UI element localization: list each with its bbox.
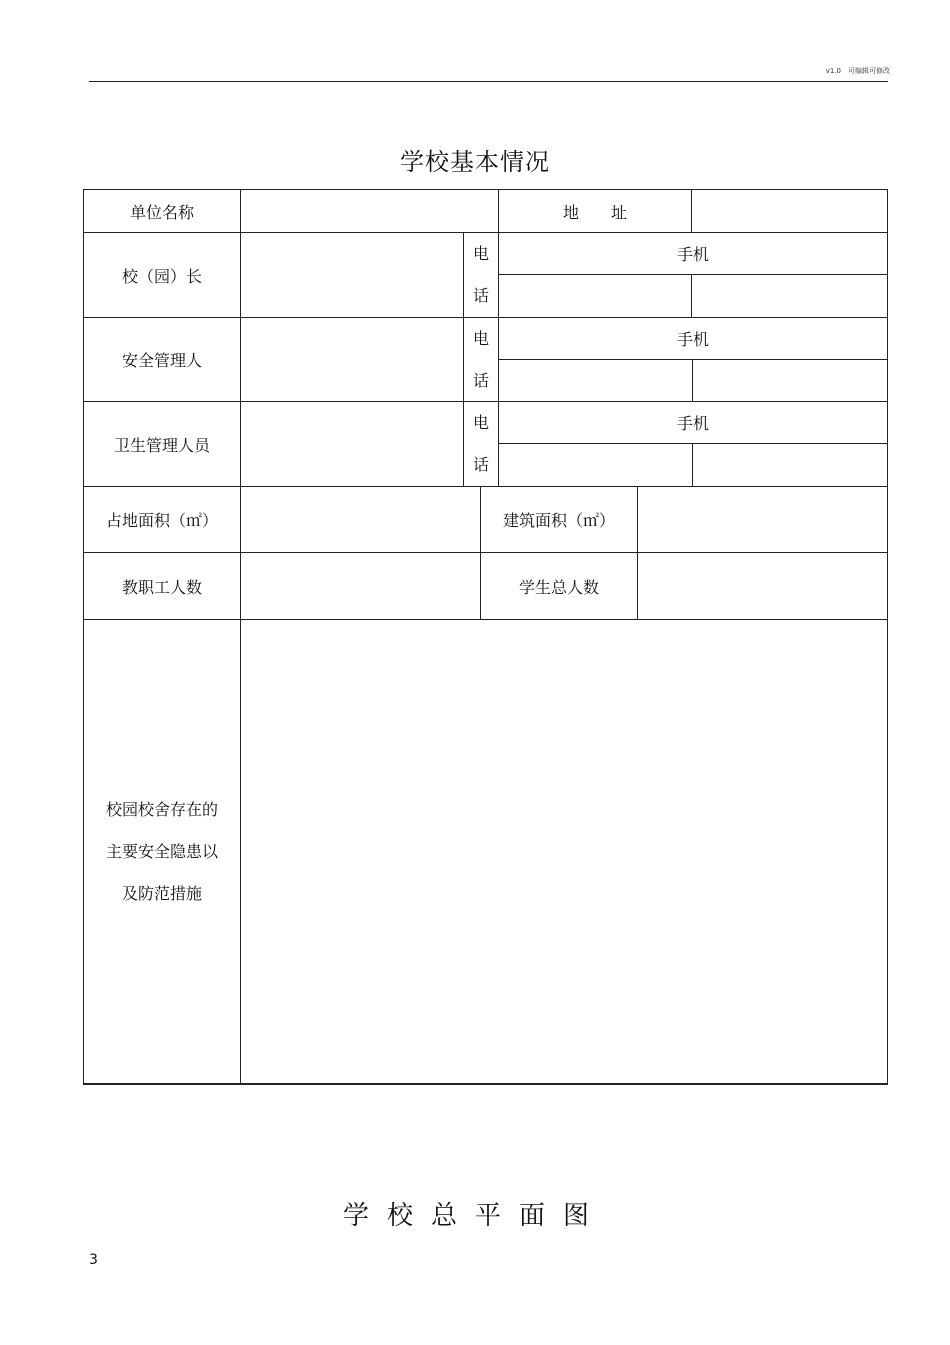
hazards-field[interactable] — [241, 620, 887, 1083]
land-area-field[interactable] — [241, 487, 480, 552]
principal-label: 校（园）长 — [121, 266, 202, 286]
staff-count-field[interactable] — [241, 553, 480, 619]
page-title: 学校基本情况 — [400, 148, 550, 176]
safety-manager-name-field[interactable] — [241, 318, 463, 401]
student-count-label: 学生总人数 — [518, 577, 599, 597]
phone-label-char: 电 — [472, 413, 489, 432]
health-manager-name-field[interactable] — [241, 402, 463, 486]
phone-label-char: 话 — [472, 455, 489, 474]
hazards-label-line: 及防范措施 — [121, 883, 202, 903]
health-manager-phone-label — [464, 402, 498, 486]
address-label: 地 址 — [562, 202, 627, 222]
building-area-field[interactable] — [638, 487, 887, 552]
table-border-right — [887, 189, 888, 1085]
table-border-bottom — [83, 1083, 888, 1085]
principal-phone-field[interactable] — [499, 275, 691, 317]
health-manager-label: 卫生管理人员 — [113, 435, 210, 455]
safety-manager-mobile-label: 手机 — [676, 330, 709, 349]
section-title: 学校总平面图 — [342, 1201, 607, 1231]
hazards-label — [84, 620, 240, 1083]
phone-label-char: 电 — [472, 244, 489, 263]
phone-label-char: 电 — [472, 328, 489, 348]
building-area-label: 建筑面积（㎡） — [502, 511, 615, 530]
header-note: v1.0 可编辑可修改 — [825, 67, 890, 75]
principal-name-field[interactable] — [241, 233, 463, 317]
health-manager-mobile-label: 手机 — [676, 414, 709, 433]
staff-count-label: 教职工人数 — [121, 577, 202, 597]
phone-label-char: 话 — [472, 286, 489, 305]
unit-name-label: 单位名称 — [129, 202, 194, 222]
safety-manager-phone-label — [464, 318, 498, 401]
health-manager-mobile-field[interactable] — [693, 444, 887, 486]
hazards-label-line: 主要安全隐患以 — [105, 841, 218, 861]
hazards-label-line: 校园校舍存在的 — [105, 799, 218, 819]
phone-label-char: 话 — [472, 370, 489, 390]
land-area-label: 占地面积（㎡） — [105, 511, 218, 530]
safety-manager-label: 安全管理人 — [121, 351, 202, 370]
principal-mobile-label: 手机 — [676, 245, 709, 264]
safety-manager-mobile-field[interactable] — [693, 360, 887, 401]
health-manager-phone-field[interactable] — [499, 444, 692, 486]
header-rule — [89, 81, 888, 82]
student-count-field[interactable] — [638, 553, 887, 619]
address-field[interactable] — [692, 190, 887, 232]
principal-phone-label — [464, 233, 498, 317]
safety-manager-phone-field[interactable] — [499, 360, 692, 401]
page-number: 3 — [89, 1252, 98, 1268]
principal-mobile-field[interactable] — [692, 275, 887, 317]
unit-name-field[interactable] — [241, 190, 498, 232]
